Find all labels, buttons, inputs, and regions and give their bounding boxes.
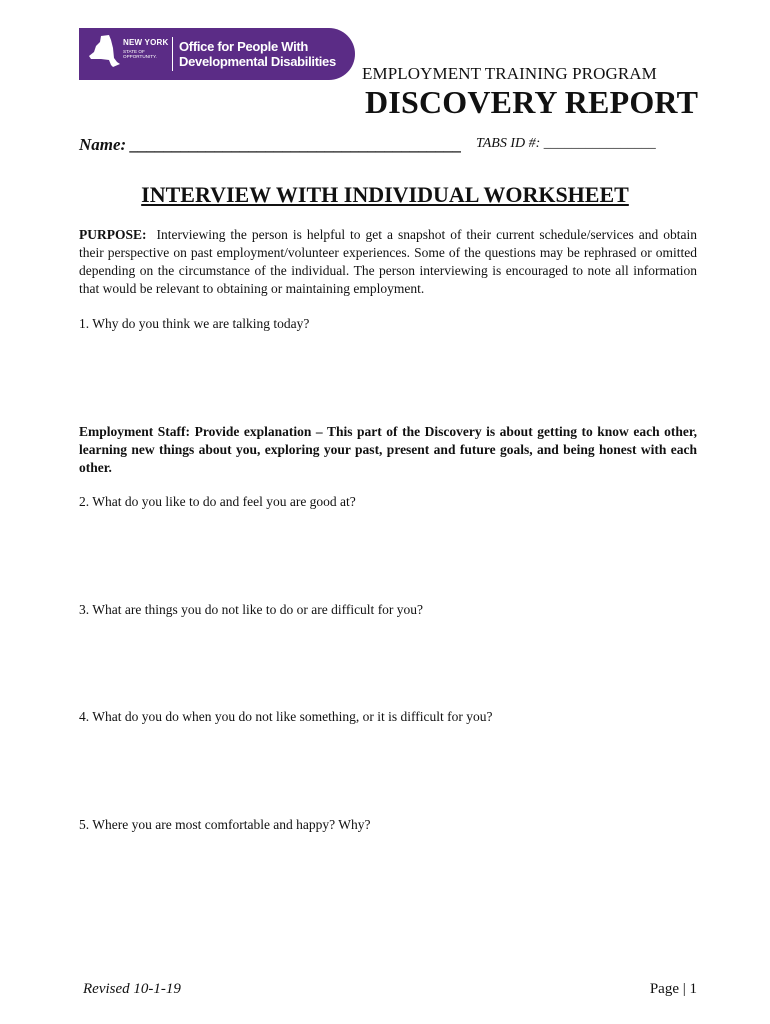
program-heading: EMPLOYMENT TRAINING PROGRAM (362, 64, 657, 83)
worksheet-title: INTERVIEW WITH INDIVIDUAL WORKSHEET (141, 182, 629, 207)
office-name: Office for People With Developmental Disabilities (179, 39, 336, 69)
staff-instruction: Employment Staff: Provide explanation – This part of the Discovery is about getting to know each other, learning new things about you, exploring your past, present and future goals, and being honest with each other. (79, 424, 697, 475)
name-field[interactable]: Name: _______________________________________ (79, 135, 462, 154)
question-5: 5. Where you are most comfortable and happy? Why? (79, 817, 371, 832)
question-3: 3. What are things you do not like to do or are difficult for you? (79, 602, 424, 617)
page-number: Page | 1 (649, 981, 697, 997)
state-wordmark: NEW YORK STATE OF OPPORTUNITY. (123, 38, 169, 60)
tabs-id-field[interactable]: TABS ID #: ________________ (476, 136, 656, 151)
report-title: DISCOVERY REPORT (365, 84, 699, 120)
question-1: 1. Why do you think we are talking today? (79, 316, 310, 331)
purpose-label: PURPOSE: (79, 227, 147, 242)
opwdd-logo (79, 28, 355, 80)
question-4: 4. What do you do when you do not like something, or it is difficult for you? (79, 709, 493, 724)
question-2: 2. What do you like to do and feel you are good at? (79, 494, 356, 509)
purpose-text: Interviewing the person is helpful to get a snapshot of their current schedule/services and obtain their perspective on past employment/volunteer experiences. Some of the questions may be rephrased or omitted depending on the circumstance of the individual. The person interviewing is encouraged to note all information that would be relevant to obtaining or maintaining employment. (79, 227, 697, 296)
revision-date: Revised 10-1-19 (83, 981, 181, 997)
new-york-state-map-icon (87, 34, 121, 72)
logo-divider (172, 37, 173, 71)
purpose-paragraph (79, 226, 697, 298)
